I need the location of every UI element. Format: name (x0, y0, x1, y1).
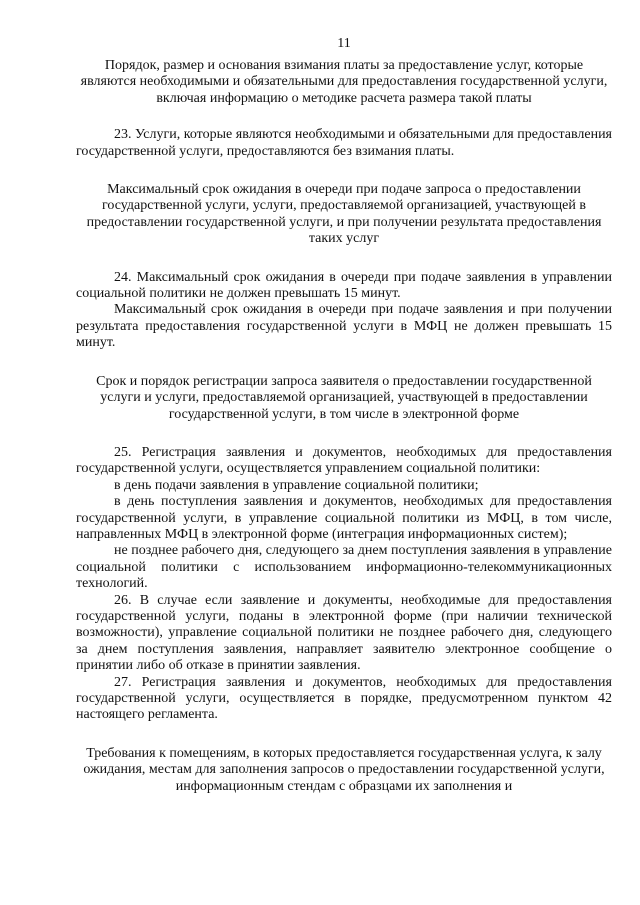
paragraph-23: 23. Услуги, которые являются необходимыми и обязательными для предоставления государственной услуги, предоставляются без взимания платы. (76, 127, 612, 159)
heading-queue-time: Максимальный срок ожидания в очереди при подаче запроса о предоставлении государственной услуги, услуги, предоставляемой организацией, участвующей в предоставлении государственной услуги, и при получении результата предоставления таких услуг (86, 182, 602, 247)
page-number: 11 (337, 36, 351, 51)
heading-registration: Срок и порядок регистрации запроса заявителя о предоставлении государственной услуги и услуги, предоставляемой организацией, участвующей в предоставлении государственной услуги, в том числе в электронной форме (96, 373, 592, 422)
paragraph-24-mfc: Максимальный срок ожидания в очереди при подаче заявления и при получении результата предоставления государственной услуги в МФЦ не должен превышать 15 минут. (76, 302, 612, 351)
paragraph-25-item-1: в день подачи заявления в управление социальной политики; (114, 477, 479, 493)
heading-premises: Требования к помещениям, в которых предоставляется государственная услуга, к залу ожидания, местам для заполнения запросов о предоставлении государственной услуги, информационным стендам с образцами их заполнения и (83, 745, 605, 794)
paragraph-25-item-2: в день поступления заявления и документов, необходимых для предоставления государственной услуги, в управление социальной политики из МФЦ, в том числе, направленных МФЦ в электронной форме (интеграция информационных систем); (76, 494, 612, 542)
paragraph-27: 27. Регистрация заявления и документов, необходимых для предоставления государственной услуги, осуществляется в порядке, предусмотренном пунктом 42 настоящего регламента. (76, 674, 612, 723)
paragraph-25-item-3: не позднее рабочего дня, следующего за днем поступления заявления в управление социальной политики с использованием информационно-телекоммуникационных технологий. (76, 543, 612, 592)
paragraph-24: 24. Максимальный срок ожидания в очереди при подаче заявления в управлении социальной политики не должен превышать 15 минут. (76, 269, 612, 302)
paragraph-25: 25. Регистрация заявления и документов, необходимых для предоставления государственной услуги, осуществляется управлением социальной политики: (76, 444, 612, 477)
paragraph-26: 26. В случае если заявление и документы, необходимые для предоставления государственной услуги, поданы в электронной форме (при наличии технической возможности), управление социальной политики не позднее рабочего дня, следующего за днем поступления заявления, направляет заявителю электронное сообщение о принятии либо об отказе в принятии заявления. (76, 592, 612, 674)
heading-fees: Порядок, размер и основания взимания платы за предоставление услуг, которые являются необходимыми и обязательными для предоставления государственной услуги, включая информацию о методике расчета размера такой платы (80, 58, 608, 106)
